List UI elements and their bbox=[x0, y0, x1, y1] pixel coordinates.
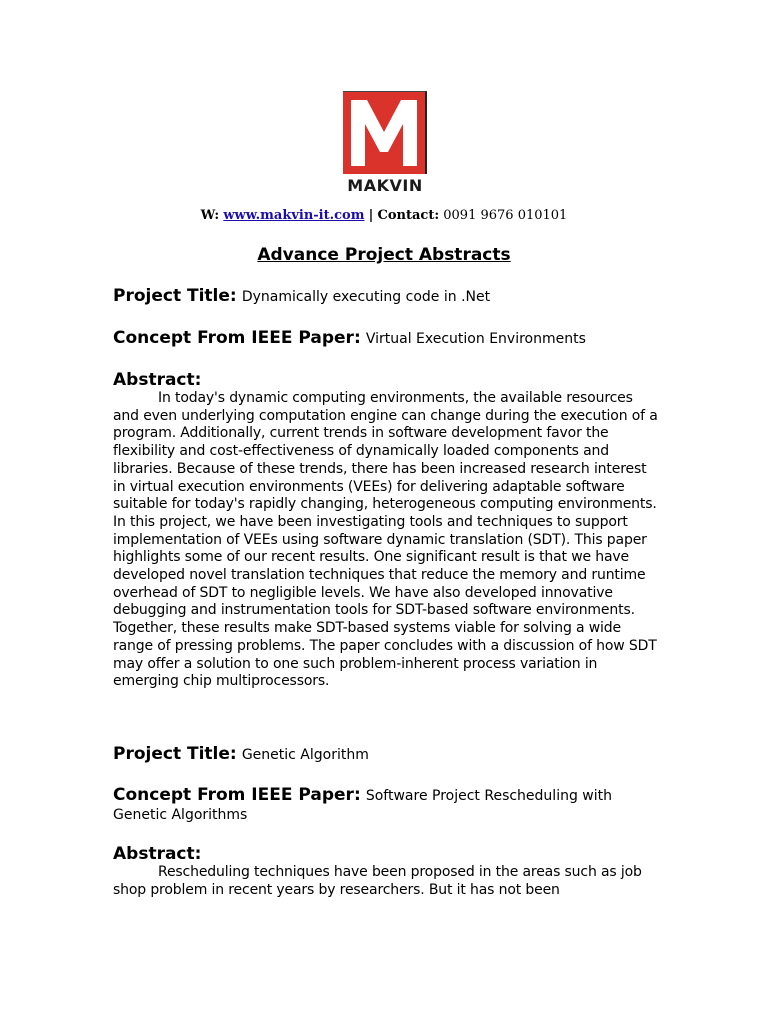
project-title-label: Project Title: bbox=[113, 286, 237, 306]
logo-wordmark: MAKVIN bbox=[347, 176, 423, 195]
project-2-title bbox=[113, 744, 658, 764]
phone-number: 0091 9676 010101 bbox=[443, 208, 568, 223]
project-1-concept bbox=[113, 328, 658, 348]
makvin-logo-mark bbox=[343, 91, 427, 174]
abstract-label: Abstract: bbox=[113, 370, 202, 390]
concept-label: Concept From IEEE Paper: bbox=[113, 785, 361, 805]
page-title: Advance Project Abstracts bbox=[257, 245, 511, 265]
abstract-text: Rescheduling techniques have been proposed in the areas such as job shop problem in recent years by researchers. But it has not been bbox=[113, 864, 642, 898]
concept-label: Concept From IEEE Paper: bbox=[113, 328, 361, 348]
contact-line bbox=[0, 208, 768, 223]
concept-value: Virtual Execution Environments bbox=[365, 331, 586, 347]
contact-label: Contact: bbox=[377, 208, 440, 223]
abstract-label: Abstract: bbox=[113, 844, 202, 864]
project-title-value: Dynamically executing code in .Net bbox=[241, 289, 491, 305]
concept-value: Software Project Rescheduling with Genetic Algorithms bbox=[113, 788, 612, 823]
project-2-concept bbox=[113, 786, 658, 824]
project-1-abstract bbox=[113, 370, 658, 691]
project-title-label: Project Title: bbox=[113, 744, 237, 764]
separator: | bbox=[368, 208, 374, 223]
abstract-text: In today's dynamic computing environments, the available resources and even underlying computation engine can change during the execution of a program. Additionally, current trends in software development favor the flexibility and cost-effectiveness of dynamically loaded components and libraries. Because of these trends, there has been increased research interest in virtual execution environments (VEEs) for delivering adaptable software suitable for today's rapidly changing, heterogeneous computing environments. In this project, we have been investigating tools and techniques to support implementation of VEEs using software dynamic translation (SDT). This paper highlights some of our recent results. One significant result is that we have developed novel translation techniques that reduce the memory and runtime overhead of SDT to negligible levels. We have also developed innovative debugging and instrumentation tools for SDT-based software environments. Together, these results make SDT-based systems viable for solving a wide range of pressing problems. The paper concludes with a discussion of how SDT may offer a solution to one such problem-inherent process variation in emerging chip multiprocessors. bbox=[113, 390, 658, 690]
web-label: W: bbox=[200, 208, 220, 223]
project-1-title bbox=[113, 286, 658, 306]
project-title-value: Genetic Algorithm bbox=[241, 747, 369, 763]
project-2-abstract bbox=[113, 844, 658, 899]
makvin-logo bbox=[343, 91, 427, 195]
website-link[interactable]: www.makvin-it.com bbox=[223, 208, 365, 223]
